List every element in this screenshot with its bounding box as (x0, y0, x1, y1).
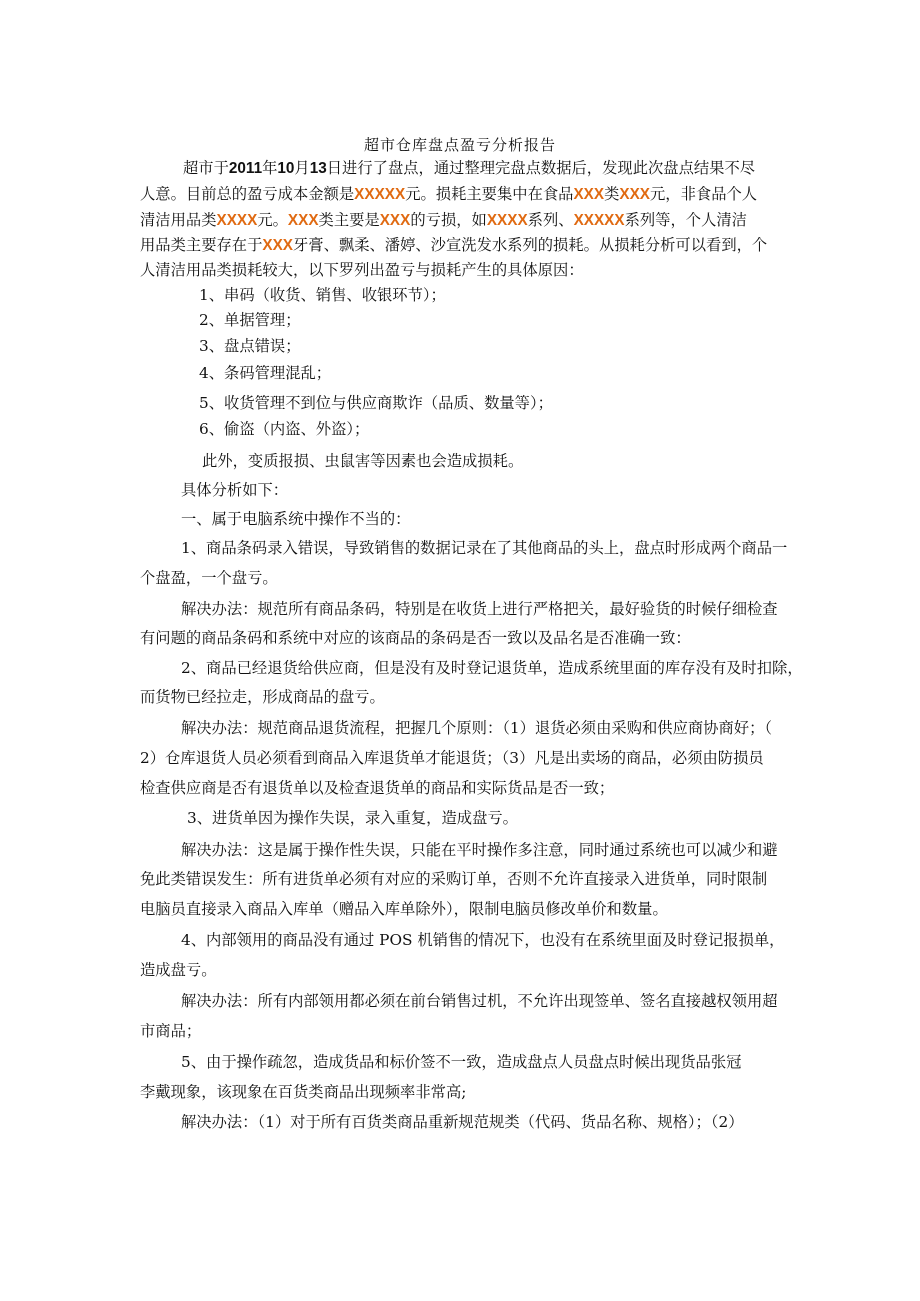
body-line: 解决办法：这是属于操作性失误，只能在平时操作多注意，同时通过系统也可以减少和避 (181, 841, 778, 859)
intro-line-4: 用品类主要存在于XXX牙膏、飘柔、潘婷、沙宣洗发水系列的损耗。从损耗分析可以看到，个 (140, 236, 768, 254)
body-line: 解决办法：规范商品退货流程，把握几个原则：（1）退货必须由采购和供应商协商好；（ (181, 719, 773, 737)
body-line: 造成盘亏。 (140, 961, 217, 979)
intro-line-1: 超市于2011年10月13日进行了盘点，通过整理完盘点数据后，发现此次盘点结果不尽 (183, 159, 756, 177)
document-title: 超市仓库盘点盈亏分析报告 (363, 136, 556, 154)
cause-item: 5、收货管理不到位与供应商欺诈（品质、数量等）； (199, 394, 553, 412)
intro-line-2: 人意。目前总的盈亏成本金额是XXXXX元。损耗主要集中在食品XXX类XXX元，非食品个人 (140, 185, 758, 203)
body-line: 个盘盈，一个盘亏。 (140, 569, 278, 587)
body-line: 1、商品条码录入错误，导致销售的数据记录在了其他商品的头上，盘点时形成两个商品一 (181, 539, 788, 557)
body-line: 检查供应商是否有退货单以及检查退货单的商品和实际货品是否一致； (140, 779, 615, 797)
misc-note: 此外，变质报损、虫鼠害等因素也会造成损耗。 (202, 452, 524, 470)
body-line: 2、商品已经退货给供应商，但是没有及时登记退货单，造成系统里面的库存没有及时扣除， (181, 659, 803, 677)
cause-item: 1、串码（收货、销售、收银环节）； (199, 286, 446, 304)
body-line: 而货物已经拉走，形成商品的盘亏。 (140, 688, 385, 706)
body-line: 解决办法：所有内部领用都必须在前台销售过机，不允许出现签单、签名直接越权领用超 (181, 992, 778, 1010)
analysis-intro: 具体分析如下： (181, 481, 289, 499)
body-line: 2）仓库退货人员必须看到商品入库退货单才能退货；（3）凡是出卖场的商品，必须由防损员 (140, 749, 764, 767)
body-line: 李戴现象，该现象在百货类商品出现频率非常高; (140, 1083, 467, 1101)
body-line: 解决办法：（1）对于所有百货类商品重新规范规类（代码、货品名称、规格）；（2） (181, 1113, 744, 1131)
body-line: 4、内部领用的商品没有通过 POS 机销售的情况下，也没有在系统里面及时登记报损单， (181, 931, 785, 949)
cause-item: 4、条码管理混乱； (199, 364, 332, 382)
cause-item: 6、偷盗（内盗、外盗）； (199, 420, 370, 438)
body-line: 解决办法：规范所有商品条码，特别是在收货上进行严格把关，最好验货的时候仔细检查 (181, 600, 778, 618)
section-heading: 一、属于电脑系统中操作不当的： (181, 510, 411, 528)
intro-line-3: 清洁用品类XXXX元。XXX类主要是XXX的亏损，如XXXX系列、XXXXX系列等，个人清洁 (140, 211, 747, 229)
body-line: 市商品； (140, 1022, 202, 1040)
cause-item: 3、盘点错误； (199, 337, 301, 355)
body-line: 3、进货单因为操作失误，录入重复，造成盘亏。 (187, 809, 518, 827)
body-line: 免此类错误发生：所有进货单必须有对应的采购订单，否则不允许直接录入进货单，同时限制 (140, 870, 768, 888)
body-line: 5、由于操作疏忽，造成货品和标价签不一致，造成盘点人员盘点时候出现货品张冠 (181, 1053, 742, 1071)
cause-item: 2、单据管理； (199, 311, 301, 329)
body-line: 电脑员直接录入商品入库单（赠品入库单除外），限制电脑员修改单价和数量。 (140, 900, 668, 918)
intro-line-5: 人清洁用品类损耗较大，以下罗列出盈亏与损耗产生的具体原因： (140, 261, 584, 279)
body-line: 有问题的商品条码和系统中对应的该商品的条码是否一致以及品名是否准确一致： (140, 629, 691, 647)
